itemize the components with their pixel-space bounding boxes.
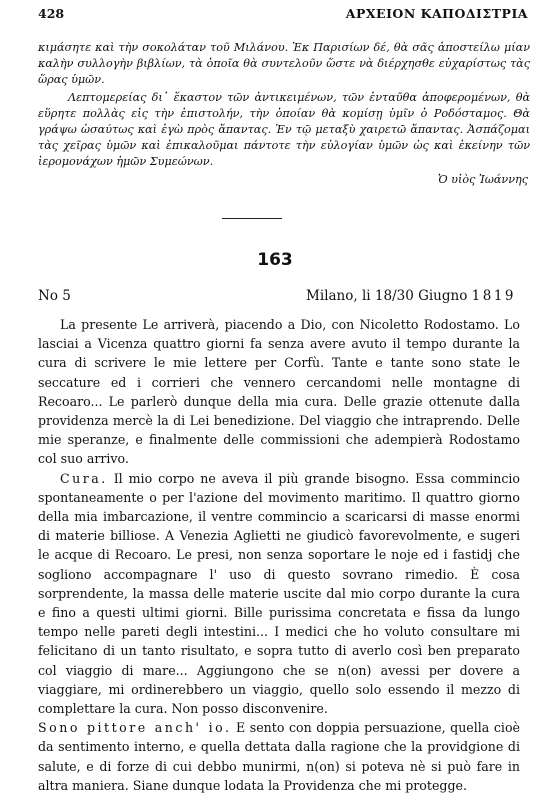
greek-signature: Ὁ υἱὸς Ἰωάννης — [438, 173, 528, 186]
letter-number: No 5 — [38, 288, 71, 304]
pittore-phrase: Sono pittore anch' io. — [38, 720, 232, 736]
greek-paragraph-1: κιμάσητε καὶ τὴν σοκολάταν τοῦ Μιλάνου. Ἐκ Παρισίων δέ, θὰ σᾶς ἀποστείλω μίαν καλὴν συλλογὴν βιβλίων, τὰ ὁποῖα θὰ συντελοῦν ὥστε νὰ διέρχησθε εὐχαρίστως τὰς ὥρας ὑμῶν. — [38, 41, 530, 86]
page-header — [38, 6, 528, 22]
cura-heading: Cura. — [60, 470, 108, 486]
letter-body — [38, 315, 520, 795]
place-date — [306, 288, 516, 304]
body-paragraph-1: La presente Le arriverà, piacendo a Dio, con Nicoletto Rodostamo. Lo lasciai a Vicenza quattro giorni fa senza avere avuto il tempo durante la cura di scrivere le mie lettere per Corfù. Tante e tante sono state le seccature ed i corrieri che vennero cercandomi nelle montagne di Recoaro... Le parlerò dunque della mia cura. Delle grazie ottenute dalla providenza mercè la di Lei benedizione. Del viaggio che intraprendo. Delle mie speranze, e finalmente delle commissioni che adempierà Rodostamo col suo arrivo. — [38, 317, 520, 467]
greek-letter-ending — [38, 40, 530, 188]
place-date-text: Milano, li 18/30 Giugno — [306, 288, 468, 304]
section-divider — [222, 218, 282, 219]
body-paragraph-3 — [38, 718, 520, 795]
greek-paragraph-2: Λεπτομερείας δι᾽ ἕκαστον τῶν ἀντικειμένων, τῶν ἐνταῦθα ἀποφερομένων, θὰ εὕρητε πολλὰς εἰς τὴν ἐπιστολήν, τὴν ὁποίαν θὰ κομίσῃ ὑμῖν ὁ Ροδόσταμος. Θὰ γράψω ὡσαύτως καὶ ἐγὼ πρὸς ἅπαντας. Ἐν τῷ μεταξὺ χαιρετῶ ἅπαντας. Ἀσπάζομαι τὰς χεῖρας ὑμῶν καὶ ἐπικαλοῦμαι πάντοτε τὴν εὐλογίαν ὑμῶν ὡς καὶ ἐκείνην τῶν ἱερομονάχων ἡμῶν Συμεώνων. — [38, 91, 530, 168]
body-paragraph-2 — [38, 469, 520, 719]
year: 1819 — [471, 288, 516, 304]
dateline — [38, 288, 516, 306]
page-number: 428 — [38, 6, 65, 21]
running-head: ΑΡΧΕΙΟΝ ΚΑΠΟΔΙΣΤΡΙΑ — [345, 6, 528, 21]
document-number: 163 — [257, 250, 293, 270]
body-paragraph-3-text: E sento con doppia persuazione, quella cioè da sentimento interno, e quella dettata dalla ragione che la providgione di salute, e di forze di cui debbo munirmi, n(on) si poteva nè si può fare in altra maniera. Siane dunque lodata la Providenza che mi protegge. — [38, 720, 520, 793]
body-paragraph-2-text: Il mio corpo ne aveva il più grande bisogno. Essa commincio spontaneamente o per l'azione del movimento maritimo. Il quattro giorno della mia imbarcazione, il ventre commincio a scaricarsi di masse enormi di materie billiose. A Venezia Aglietti ne giudicò favorevolmente, e sugeri le acque di Recoaro. Le presi, non senza soportare le noje ed i fastidj che sogliono accompagnare l' uso di questo sovrano rimedio. È cosa sorprendente, la massa delle materie uscite dal mio corpo durante la cura e fino a questi ultimi giorni. Bille purissima concretata e fissa da lungo tempo nelle pareti degli intestini... I medici che ho voluto consultare mi felicitano di un tanto risultato, e sopra tutto di averlo così ben preparato col viaggio di mare... Aggiungono che se n(on) avessi per dovere a viaggiare, mi ordinerebbero un viaggio, quello solo essendo il mezzo di complettare la cura. Non posso disconvenire. — [38, 470, 520, 717]
